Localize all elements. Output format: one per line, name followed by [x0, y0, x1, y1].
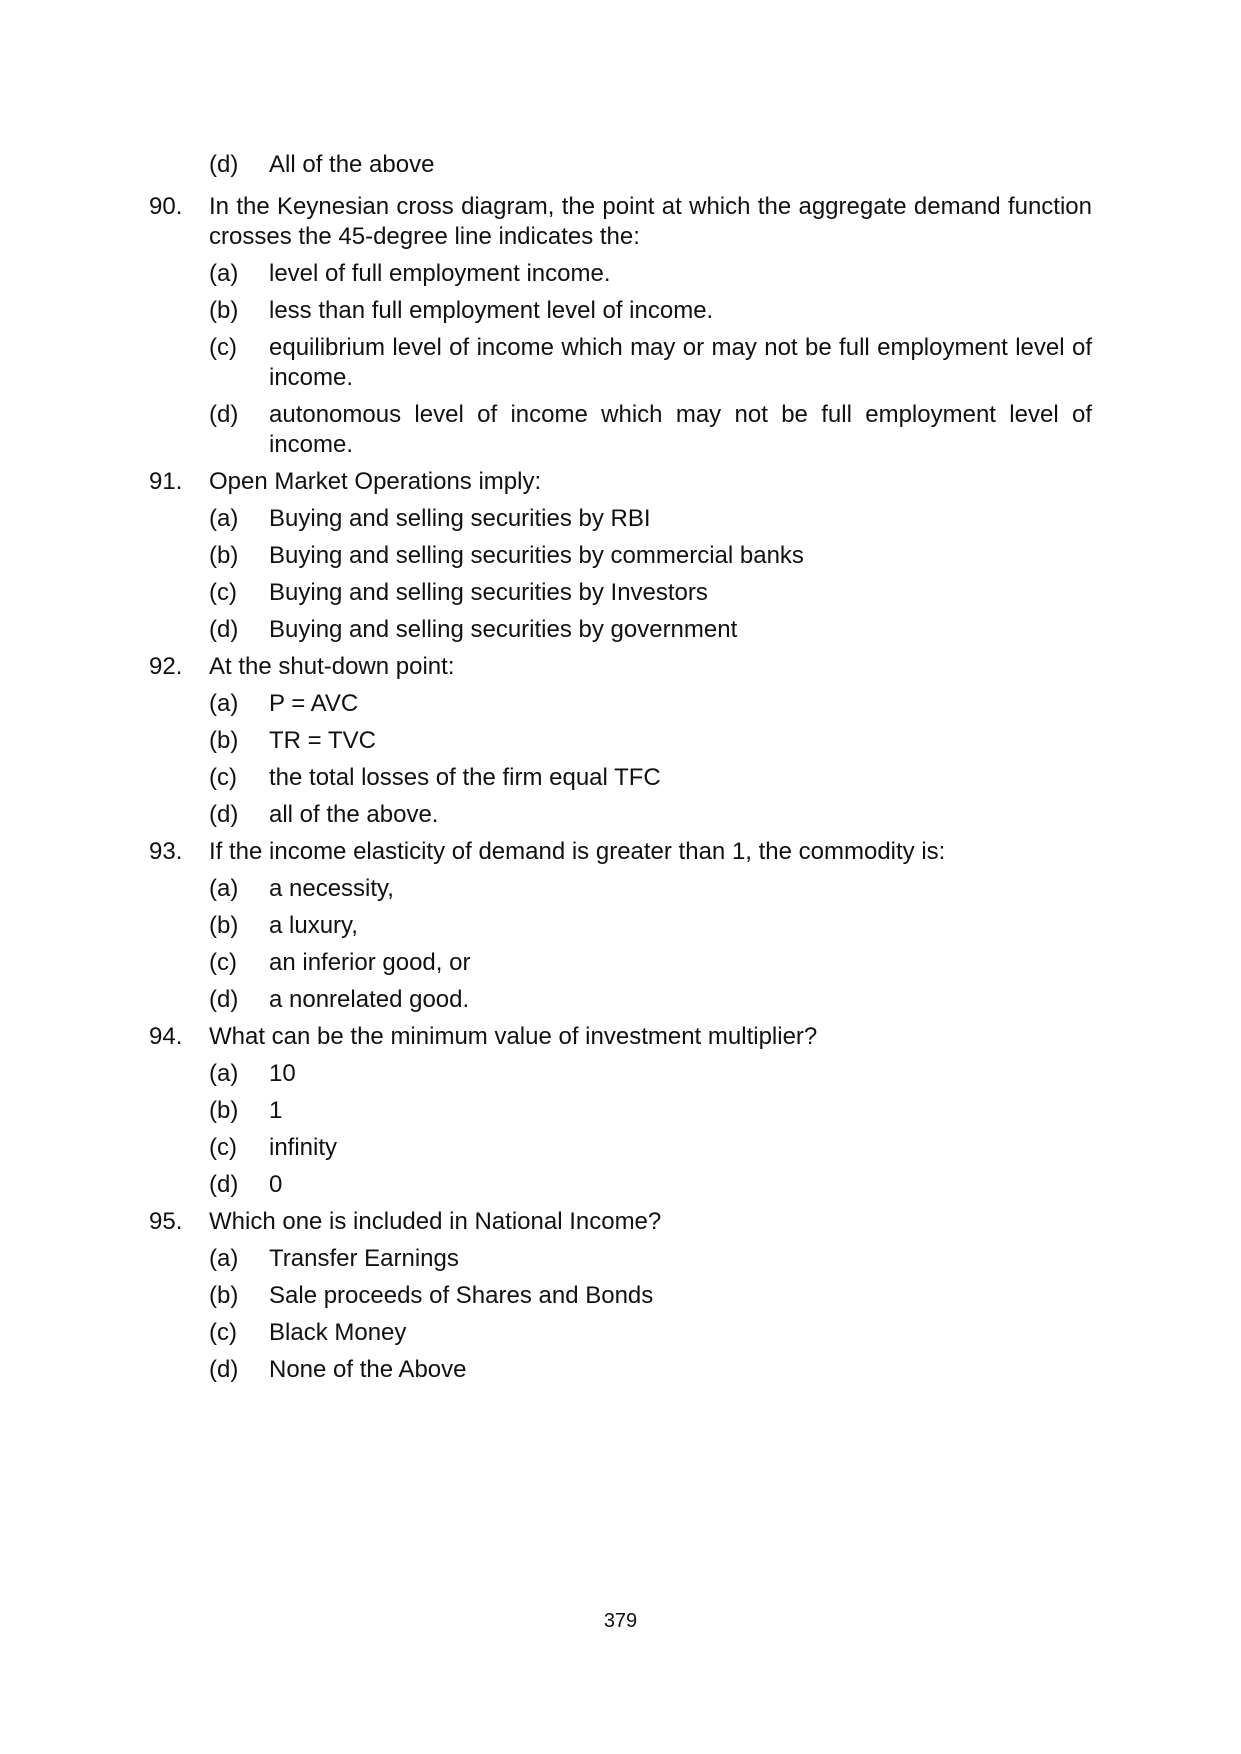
- option-label: (c): [209, 579, 237, 606]
- answer-option: [209, 800, 1092, 830]
- question-block: [149, 1022, 1092, 1200]
- option-label: (d): [209, 1356, 239, 1383]
- question-number: 90.: [149, 193, 183, 220]
- question-stem: [149, 1022, 1092, 1052]
- question-stem: [149, 652, 1092, 682]
- answer-option: [209, 689, 1092, 719]
- answer-option: [209, 259, 1092, 289]
- question-block: [149, 652, 1092, 830]
- option-label: (c): [209, 334, 237, 361]
- option-text: P = AVC: [269, 690, 359, 717]
- answer-option: [209, 985, 1092, 1015]
- question-stem: [149, 837, 1092, 867]
- option-label: (b): [209, 1097, 239, 1124]
- option-label: (a): [209, 260, 239, 287]
- option-label: (a): [209, 875, 239, 902]
- answer-option: [209, 948, 1092, 978]
- option-label: (c): [209, 1319, 237, 1346]
- continued-question: [149, 150, 1092, 180]
- answer-option: [209, 1318, 1092, 1348]
- answer-option: [209, 1170, 1092, 1200]
- option-label: (b): [209, 1282, 239, 1309]
- option-text: None of the Above: [269, 1356, 467, 1383]
- page-number: 379: [603, 1610, 638, 1632]
- option-text: All of the above: [269, 151, 435, 178]
- answer-option: [209, 726, 1092, 756]
- question-text: In the Keynesian cross diagram, the point at which the aggregate demand function crosses the 45-degree line indicates the:: [209, 193, 1092, 250]
- question-number: 94.: [149, 1023, 183, 1050]
- answer-option: [209, 541, 1092, 571]
- option-text: a nonrelated good.: [269, 986, 470, 1013]
- answer-option: [209, 911, 1092, 941]
- option-label: (d): [209, 1171, 239, 1198]
- option-label: (d): [209, 151, 239, 178]
- option-label: (a): [209, 1245, 239, 1272]
- answer-option: [209, 763, 1092, 793]
- option-label: (c): [209, 1134, 237, 1161]
- question-block: [149, 467, 1092, 645]
- option-text: autonomous level of income which may not be full employment level of income.: [269, 401, 1092, 458]
- option-label: (b): [209, 912, 239, 939]
- question-text: At the shut-down point:: [209, 653, 455, 680]
- option-text: a luxury,: [269, 912, 358, 939]
- option-text: 1: [269, 1097, 283, 1124]
- option-text: Buying and selling securities by Investors: [269, 579, 708, 606]
- option-label: (b): [209, 727, 239, 754]
- question-text: If the income elasticity of demand is greater than 1, the commodity is:: [209, 838, 946, 865]
- questions-container: [149, 192, 1092, 1385]
- option-label: (a): [209, 690, 239, 717]
- option-text: infinity: [269, 1134, 338, 1161]
- option-text: the total losses of the firm equal TFC: [269, 764, 661, 791]
- answer-option: [209, 874, 1092, 904]
- option-text: Buying and selling securities by government: [269, 616, 738, 643]
- question-block: [149, 192, 1092, 460]
- option-label: (d): [209, 986, 239, 1013]
- option-text: an inferior good, or: [269, 949, 471, 976]
- continued-option: [209, 150, 1092, 180]
- option-label: (a): [209, 505, 239, 532]
- question-number: 95.: [149, 1208, 183, 1235]
- option-text: TR = TVC: [269, 727, 376, 754]
- option-label: (d): [209, 401, 239, 428]
- answer-option: [209, 1059, 1092, 1089]
- answer-option: [209, 615, 1092, 645]
- answer-option: [209, 400, 1092, 460]
- answer-option: [209, 1133, 1092, 1163]
- option-text: Buying and selling securities by commercial banks: [269, 542, 804, 569]
- option-label: (a): [209, 1060, 239, 1087]
- option-text: all of the above.: [269, 801, 439, 828]
- answer-option: [209, 1244, 1092, 1274]
- answer-option: [209, 1096, 1092, 1126]
- option-label: (b): [209, 542, 239, 569]
- option-label: (d): [209, 801, 239, 828]
- answer-option: [209, 1281, 1092, 1311]
- answer-option: [209, 578, 1092, 608]
- option-text: 0: [269, 1171, 283, 1198]
- option-text: less than full employment level of income.: [269, 297, 714, 324]
- question-text: Which one is included in National Income?: [209, 1208, 662, 1235]
- question-stem: [149, 467, 1092, 497]
- question-number: 91.: [149, 468, 183, 495]
- option-text: Sale proceeds of Shares and Bonds: [269, 1282, 654, 1309]
- option-text: level of full employment income.: [269, 260, 611, 287]
- question-stem: [149, 192, 1092, 252]
- question-text: Open Market Operations imply:: [209, 468, 542, 495]
- question-number: 93.: [149, 838, 183, 865]
- option-text: Buying and selling securities by RBI: [269, 505, 651, 532]
- option-label: (b): [209, 297, 239, 324]
- question-text: What can be the minimum value of investment multiplier?: [209, 1023, 818, 1050]
- answer-option: [209, 333, 1092, 393]
- question-number: 92.: [149, 653, 183, 680]
- question-block: [149, 837, 1092, 1015]
- option-text: equilibrium level of income which may or may not be full employment level of income.: [269, 334, 1092, 391]
- option-label: (d): [209, 616, 239, 643]
- option-text: Transfer Earnings: [269, 1245, 459, 1272]
- option-label: (c): [209, 764, 237, 791]
- question-block: [149, 1207, 1092, 1385]
- option-text: 10: [269, 1060, 296, 1087]
- answer-option: [209, 296, 1092, 326]
- question-stem: [149, 1207, 1092, 1237]
- answer-option: [209, 504, 1092, 534]
- option-label: (c): [209, 949, 237, 976]
- answer-option: [209, 1355, 1092, 1385]
- question-list: [149, 150, 1092, 1392]
- option-text: a necessity,: [269, 875, 394, 902]
- option-text: Black Money: [269, 1319, 407, 1346]
